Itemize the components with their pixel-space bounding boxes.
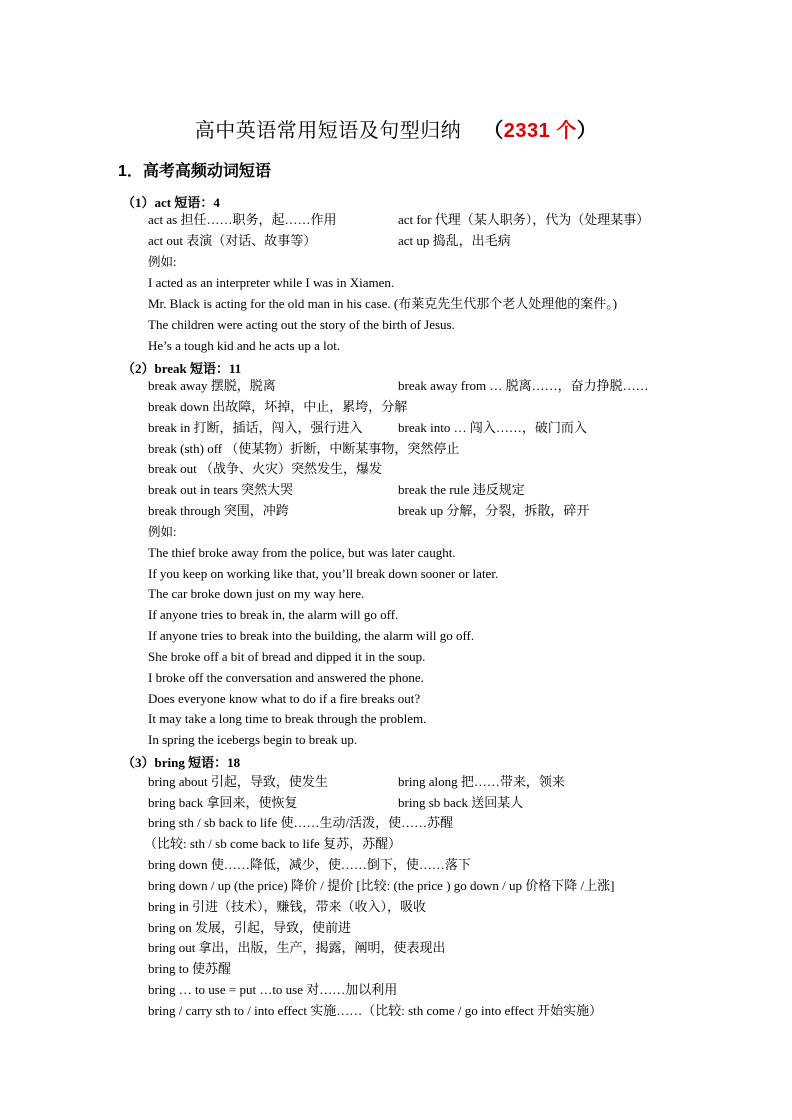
example-sentence: I broke off the conversation and answered the phone. xyxy=(148,670,424,685)
act-phrase: act out 表演（对话、故事等） xyxy=(148,233,317,248)
break-phrase: break into … 闯入……，破门而入 xyxy=(398,420,587,435)
example-label: 例如: xyxy=(148,255,177,269)
bring-phrase: bring along 把……带来，领来 xyxy=(398,774,565,789)
title-main: 高中英语常用短语及句型归纳 xyxy=(194,120,462,142)
example-sentence: In spring the icebergs begin to break up. xyxy=(148,732,358,747)
break-phrase: break up 分解，分裂，拆散，碎开 xyxy=(398,503,590,518)
bring-phrase: bring … to use = put …to use 对……加以利用 xyxy=(148,982,398,997)
bring-phrase: bring sb back 送回某人 xyxy=(398,795,524,810)
bring-phrase: bring in 引进（技术），赚钱，带来（收入），吸收 xyxy=(148,899,427,914)
title-count: 2331 个 xyxy=(503,120,577,142)
bring-phrase: bring back 拿回来，使恢复 xyxy=(148,795,298,810)
example-sentence: He’s a tough kid and he acts up a lot. xyxy=(148,338,341,353)
bring-phrase: bring down / up (the price) 降价 / 提价 [比较: (the price ) go down / up 价格下降 /上涨] xyxy=(148,878,615,893)
bring-note: （比较: sth / sb come back to life 复苏，苏醒） xyxy=(144,836,402,851)
example-sentence: The car broke down just on my way here. xyxy=(148,586,365,601)
bring-section-label: （3）bring 短语：18 xyxy=(122,755,241,770)
example-sentence: If anyone tries to break into the building, the alarm will go off. xyxy=(148,628,475,643)
break-phrase: break away from … 脱离……，奋力挣脱…… xyxy=(398,378,649,393)
break-phrase: break (sth) off （使某物）折断，中断某事物，突然停止 xyxy=(148,441,460,456)
break-phrase: break away 摆脱，脱离 xyxy=(148,378,276,393)
title-close-paren: ） xyxy=(576,120,598,142)
example-sentence: The children were acting out the story of the birth of Jesus. xyxy=(148,317,455,332)
bring-phrase: bring about 引起，导致，使发生 xyxy=(148,774,328,789)
example-label: 例如: xyxy=(148,525,177,539)
example-sentence: Mr. Black is acting for the old man in his case. (布莱克先生代那个老人处理他的案件。) xyxy=(148,296,618,311)
example-sentence: It may take a long time to break through the problem. xyxy=(148,711,427,726)
bring-phrase: bring on 发展，引起，导致，使前进 xyxy=(148,920,351,935)
bring-phrase: bring to 使苏醒 xyxy=(148,961,232,976)
section-heading: 1．高考高频动词短语 xyxy=(118,163,271,180)
break-phrase: break out （战争、火灾）突然发生，爆发 xyxy=(148,461,382,476)
break-phrase: break the rule 违反规定 xyxy=(398,482,525,497)
title-open-paren: （ xyxy=(483,120,504,142)
break-phrase: break through 突围，冲跨 xyxy=(148,503,289,518)
bring-phrase: bring out 拿出，出版，生产，揭露，阐明，使表现出 xyxy=(148,940,446,955)
break-phrase: break out in tears 突然大哭 xyxy=(148,482,294,497)
example-sentence: If anyone tries to break in, the alarm will go off. xyxy=(148,607,399,622)
example-sentence: She broke off a bit of bread and dipped it in the soup. xyxy=(148,649,426,664)
example-sentence: I acted as an interpreter while I was in Xiamen. xyxy=(148,275,395,290)
bring-phrase: bring down 使……降低，减少，使……倒下，使……落下 xyxy=(148,857,471,872)
act-section-label: （1）act 短语：4 xyxy=(122,195,220,210)
example-sentence: Does everyone know what to do if a fire breaks out? xyxy=(148,691,421,706)
act-phrase: act up 捣乱，出毛病 xyxy=(398,233,511,248)
example-sentence: If you keep on working like that, you’ll break down sooner or later. xyxy=(148,566,499,581)
break-phrase: break down 出故障，坏掉，中止，累垮，分解 xyxy=(148,399,408,414)
bring-phrase: bring sth / sb back to life 使……生动/活泼，使……苏醒 xyxy=(148,815,454,830)
example-sentence: The thief broke away from the police, but was later caught. xyxy=(148,545,456,560)
act-phrase: act for 代理（某人职务），代为（处理某事） xyxy=(398,212,650,227)
bring-phrase: bring / carry sth to / into effect 实施……（比较: sth come / go into effect 开始实施） xyxy=(148,1003,603,1018)
page-title xyxy=(0,114,792,143)
act-phrase: act as 担任……职务，起……作用 xyxy=(148,212,337,227)
break-phrase: break in 打断，插话，闯入，强行进入 xyxy=(148,420,363,435)
break-section-label: （2）break 短语：11 xyxy=(122,361,242,376)
